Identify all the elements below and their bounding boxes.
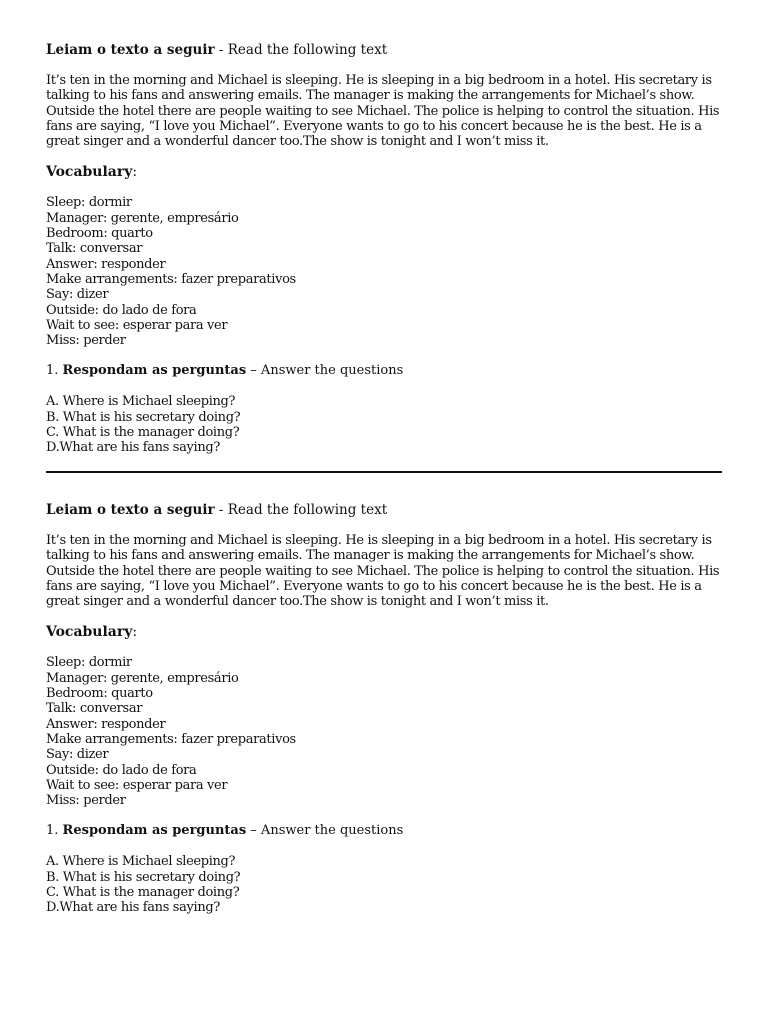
vocabulary-item: Sleep: dormir — [46, 655, 132, 671]
paragraph-line: It’s ten in the morning and Michael is sleeping. He is sleeping in a big bedroom in a hotel. His secretary is — [46, 533, 712, 548]
heading-rest: - Read the following text — [214, 502, 388, 518]
vocabulary-item: Wait to see: esperar para ver — [46, 317, 228, 333]
vocabulary-item: Outside: do lado de fora — [46, 302, 197, 318]
section-divider — [46, 471, 722, 473]
paragraph-line: Outside the hotel there are people waiting to see Michael. The police is helping to control the situation. His — [46, 103, 720, 119]
section-heading — [46, 502, 719, 518]
paragraph-line: Outside the hotel there are people waiting to see Michael. The police is helping to control the situation. His — [46, 563, 720, 579]
heading-rest: - Read the following text — [214, 42, 388, 58]
paragraph-line: talking to his fans and answering emails. The manager is making the arrangements for Michael’s show. — [46, 548, 695, 564]
paragraph-line: great singer and a wonderful dancer too.The show is tonight and I won’t miss it. — [46, 594, 549, 610]
questions-heading-rest: – Answer the questions — [246, 823, 404, 839]
paragraph-line: fans are saying, “I love you Michael”. Everyone wants to go to his concert because he is the best. He is a — [46, 578, 702, 594]
paragraph-line: fans are saying, “I love you Michael”. Everyone wants to go to his concert because he is the best. He is a — [46, 118, 702, 134]
vocabulary-colon: : — [132, 164, 138, 181]
vocabulary-item: Answer: responder — [46, 716, 166, 732]
questions-heading-bold: Respondam as perguntas — [62, 823, 247, 839]
worksheet-section-1 — [46, 42, 726, 456]
vocabulary-item: Make arrangements: fazer preparativos — [46, 271, 296, 287]
vocabulary-list — [46, 655, 719, 808]
worksheet-section-2 — [46, 502, 719, 916]
heading-bold: Leiam o texto a seguir — [46, 42, 215, 58]
vocabulary-item: Say: dizer — [46, 287, 109, 303]
vocabulary-item: Sleep: dormir — [46, 195, 132, 211]
vocabulary-item: Make arrangements: fazer preparativos — [46, 731, 296, 747]
reading-paragraph — [46, 533, 719, 609]
question-item: A. Where is Michael sleeping? — [46, 394, 236, 410]
questions-list — [46, 854, 719, 915]
questions-heading — [46, 823, 719, 839]
questions-heading-rest: – Answer the questions — [246, 363, 404, 379]
question-item: B. What is his secretary doing? — [46, 409, 241, 425]
vocabulary-heading — [46, 164, 726, 180]
vocabulary-item: Miss: perder — [46, 793, 126, 809]
vocabulary-list — [46, 195, 726, 348]
questions-heading — [46, 363, 726, 379]
heading-bold: Leiam o texto a seguir — [46, 502, 215, 518]
vocabulary-item: Miss: perder — [46, 333, 126, 349]
vocabulary-item: Answer: responder — [46, 256, 166, 272]
vocabulary-item: Say: dizer — [46, 747, 109, 763]
reading-paragraph — [46, 73, 726, 149]
questions-heading-bold: Respondam as perguntas — [62, 363, 247, 379]
question-item: A. Where is Michael sleeping? — [46, 854, 236, 870]
paragraph-line: great singer and a wonderful dancer too.The show is tonight and I won’t miss it. — [46, 134, 549, 150]
vocabulary-item: Wait to see: esperar para ver — [46, 777, 228, 793]
vocabulary-item: Bedroom: quarto — [46, 686, 153, 702]
section-heading — [46, 42, 726, 58]
question-item: D.What are his fans saying? — [46, 440, 220, 456]
paragraph-line: It’s ten in the morning and Michael is sleeping. He is sleeping in a big bedroom in a hotel. His secretary is — [46, 73, 712, 88]
vocabulary-title: Vocabulary — [46, 624, 133, 641]
questions-list — [46, 394, 726, 455]
question-number: 1. — [46, 363, 63, 379]
vocabulary-heading — [46, 624, 719, 640]
vocabulary-item: Manager: gerente, empresário — [46, 210, 239, 226]
question-item: D.What are his fans saying? — [46, 900, 220, 916]
paragraph-line: talking to his fans and answering emails. The manager is making the arrangements for Michael’s show. — [46, 88, 695, 104]
vocabulary-item: Manager: gerente, empresário — [46, 670, 239, 686]
vocabulary-title: Vocabulary — [46, 164, 133, 181]
question-item: C. What is the manager doing? — [46, 885, 240, 901]
vocabulary-item: Bedroom: quarto — [46, 226, 153, 242]
question-item: B. What is his secretary doing? — [46, 869, 241, 885]
question-number: 1. — [46, 823, 63, 839]
vocabulary-colon: : — [132, 624, 138, 641]
vocabulary-item: Talk: conversar — [46, 701, 143, 717]
question-item: C. What is the manager doing? — [46, 425, 240, 441]
vocabulary-item: Talk: conversar — [46, 241, 143, 257]
vocabulary-item: Outside: do lado de fora — [46, 762, 197, 778]
document-body — [46, 42, 726, 916]
